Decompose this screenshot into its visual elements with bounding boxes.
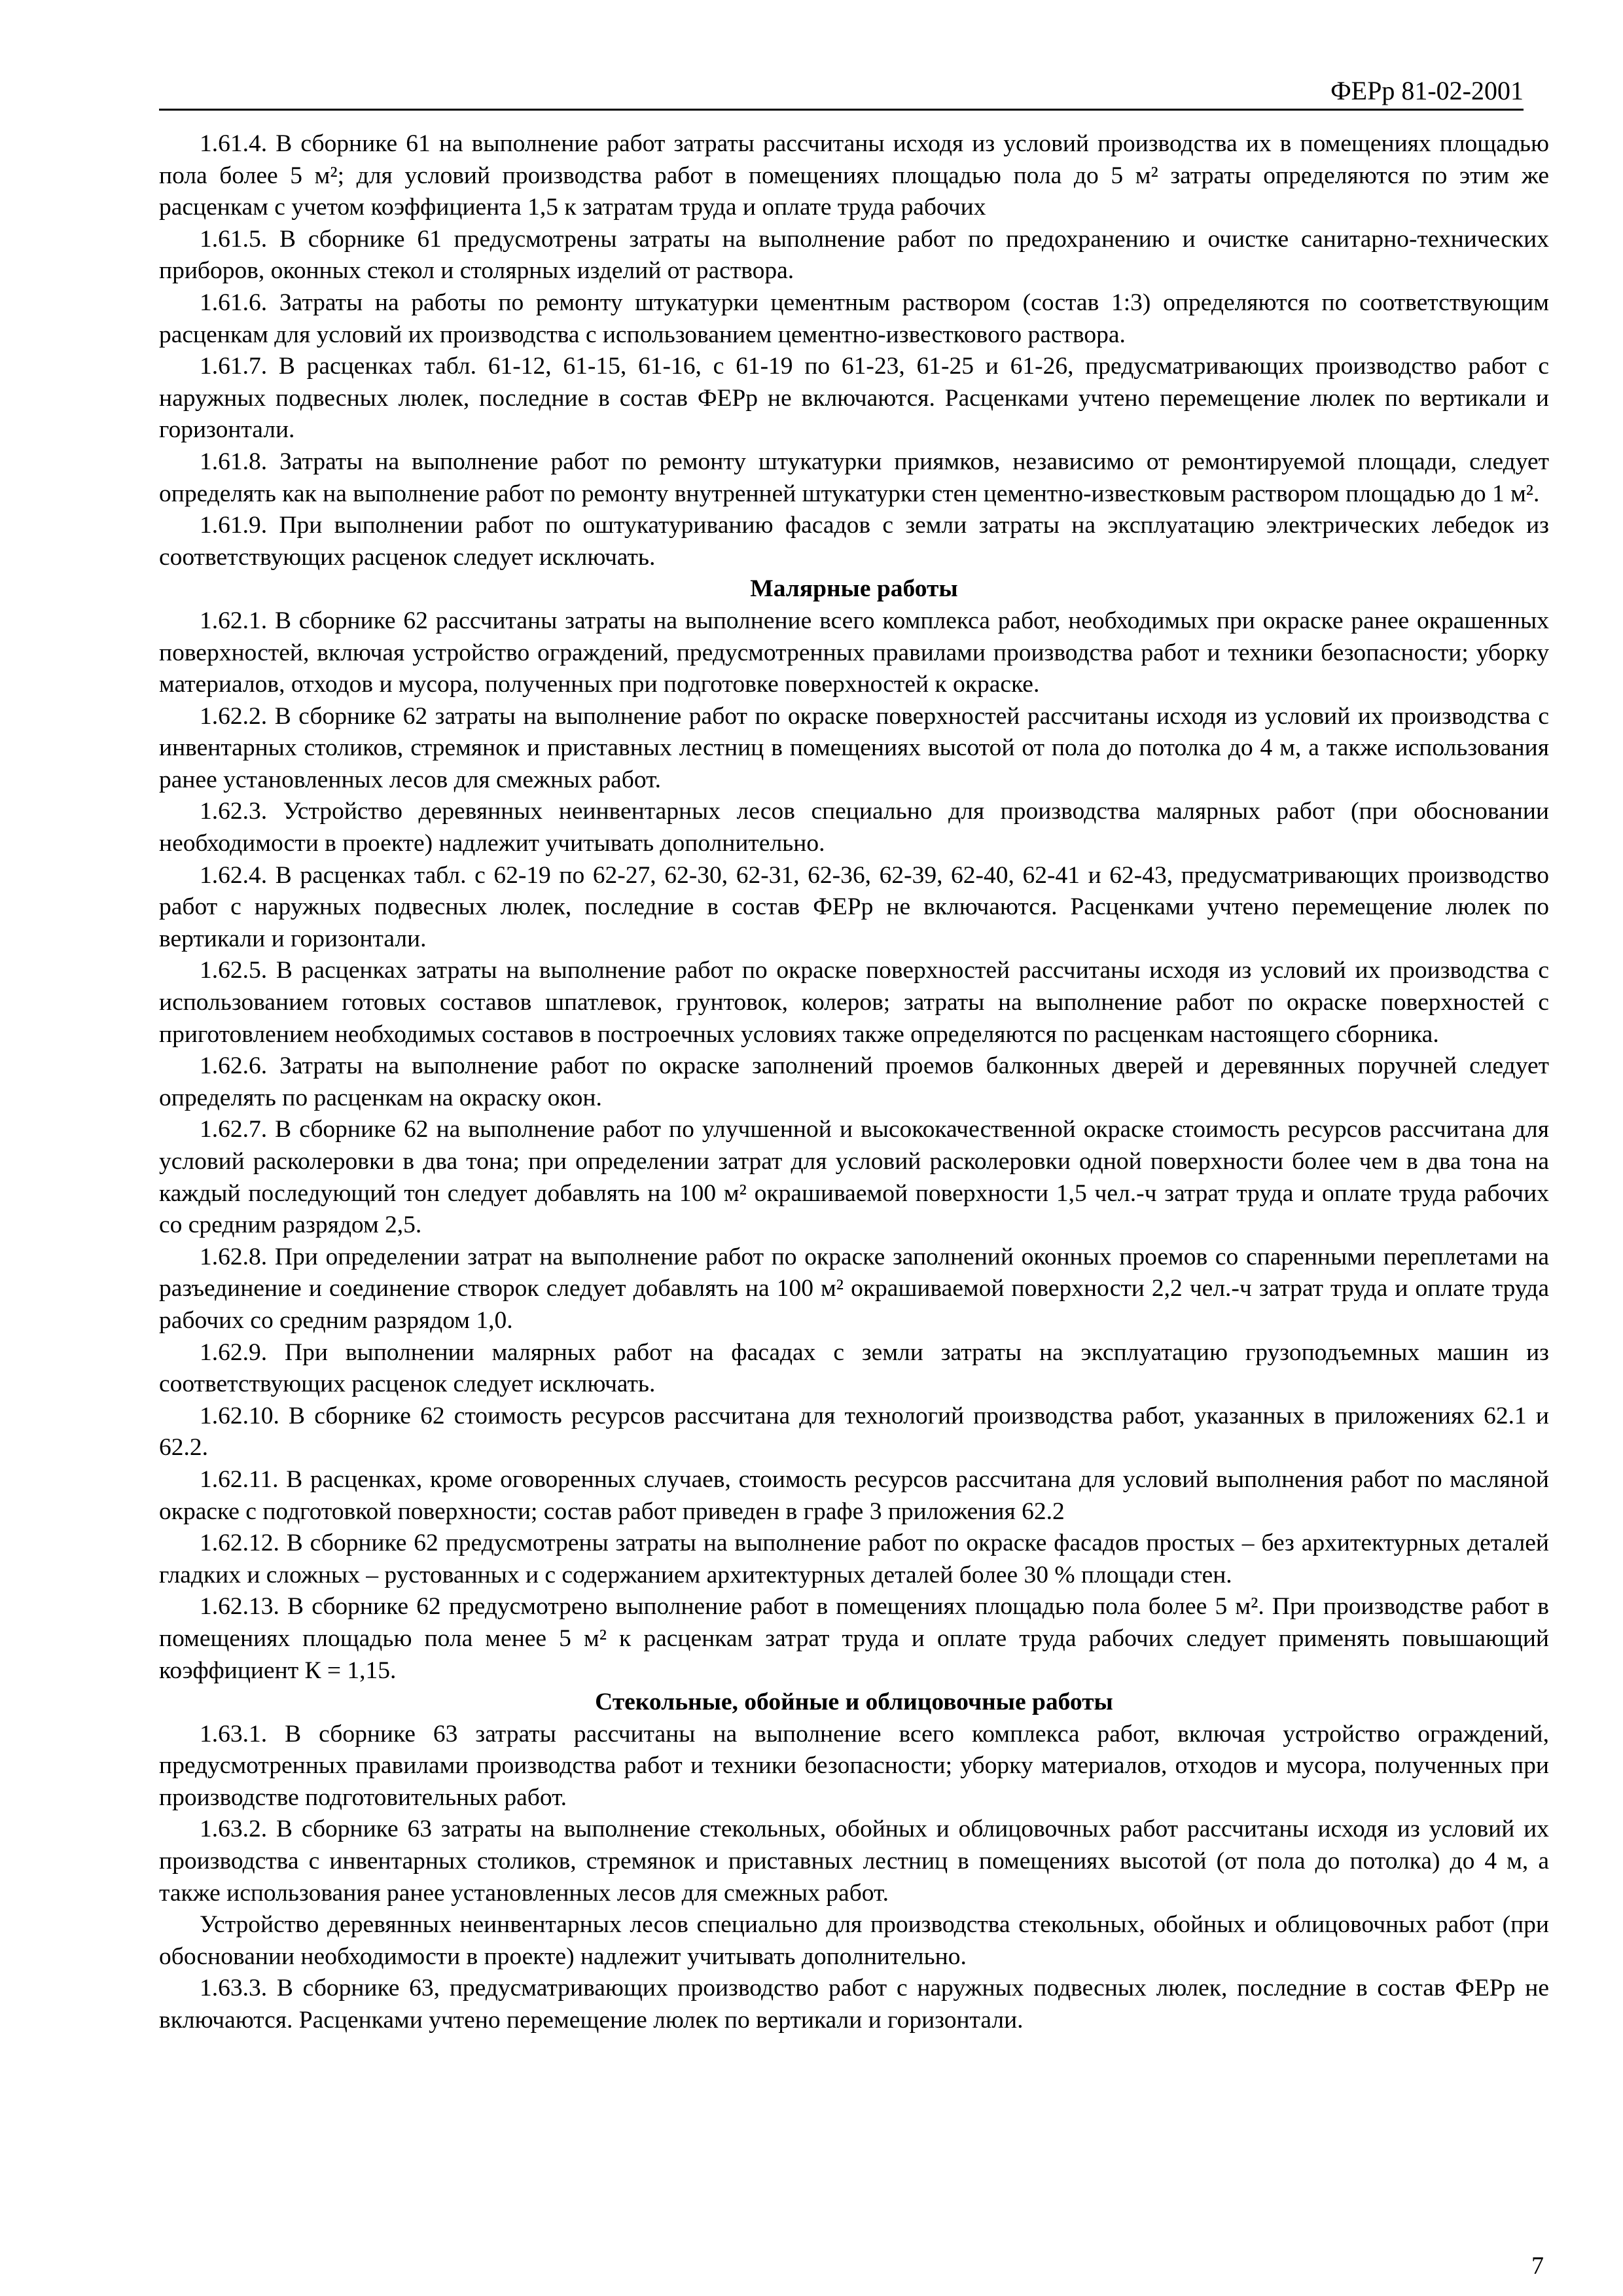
paragraph: 1.62.6. Затраты на выполнение работ по окраске заполнений проемов балконных дверей и деревянных поручней следует определять по расценкам на окраску окон. xyxy=(159,1052,1549,1111)
paragraph: 1.62.12. В сборнике 62 предусмотрены затраты на выполнение работ по окраске фасадов простых – без архитектурных деталей гладких и сложных – рустованных и с содержанием архитектурных деталей более 30 % площади стен. xyxy=(159,1530,1549,1588)
paragraph: 1.62.8. При определении затрат на выполнение работ по окраске заполнений оконных проемов со спаренными переплетами на разъединение и соединение створок следует добавлять на 100 м² окрашиваемой поверхности 2,2 чел.-ч затрат труда и оплате труда рабочих со средним разрядом 1,0. xyxy=(159,1243,1549,1334)
paragraph: 1.63.3. В сборнике 63, предусматривающих производство работ с наружных подвесных люлек, последние в состав ФЕРр не включаются. Расценками учтено перемещение люлек по вертикали и горизонтали. xyxy=(159,1975,1549,2034)
paragraph: 1.62.7. В сборнике 62 на выполнение работ по улучшенной и высококачественной окраске стоимость ресурсов рассчитана для условий расколеровки в два тона; при определении затрат для условий расколеровки одной поверхности более чем в два тона на каждый последующий тон следует добавлять на 100 м² окрашиваемой поверхности 1,5 чел.-ч затрат труда и оплате труда рабочих со средним разрядом 2,5. xyxy=(159,1116,1549,1239)
paragraph: Устройство деревянных неинвентарных лесов специально для производства стекольных, обойных и облицовочных работ (при обосновании необходимости в проекте) надлежит учитывать дополнительно. xyxy=(159,1911,1549,1970)
document-body xyxy=(159,128,1549,2037)
section-heading: Стекольные, обойные и облицовочные работы xyxy=(595,1689,1113,1716)
paragraph: 1.61.7. В расценках табл. 61-12, 61-15, 61-16, с 61-19 по 61-23, 61-25 и 61-26, предусматривающих производство работ с наружных подвесных люлек, последние в состав ФЕРр не включаются. Расценками учтено перемещение люлек по вертикали и горизонтали. xyxy=(159,353,1549,444)
paragraph: 1.62.4. В расценках табл. с 62-19 по 62-27, 62-30, 62-31, 62-36, 62-39, 62-40, 62-41 и 62-43, предусматривающих производство работ с наружных подвесных люлек, последние в состав ФЕРр не включаются. Расценками учтено перемещение люлек по вертикали и горизонтали. xyxy=(159,861,1549,952)
paragraph: 1.61.9. При выполнении работ по оштукатуриванию фасадов с земли затраты на эксплуатацию электрических лебедок из соответствующих расценок следует исключать. xyxy=(159,512,1549,571)
paragraph: 1.61.4. В сборнике 61 на выполнение работ затраты рассчитаны исходя из условий производства их в помещениях площадью пола более 5 м²; для условий производства работ в помещениях площадью пола до 5 м² затраты определяются по этим же расценкам с учетом коэффициента 1,5 к затратам труда и оплате труда рабочих xyxy=(159,130,1549,221)
paragraph: 1.62.3. Устройство деревянных неинвентарных лесов специально для производства малярных работ (при обосновании необходимости в проекте) надлежит учитывать дополнительно. xyxy=(159,798,1549,857)
paragraph: 1.62.1. В сборнике 62 рассчитаны затраты на выполнение всего комплекса работ, необходимых при окраске ранее окрашенных поверхностей, включая устройство ограждений, предусмотренных правилами производства работ и техники безопасности; уборку материалов, отходов и мусора, полученных при подготовке поверхностей к окраске. xyxy=(159,607,1549,698)
document-code: ФЕРр 81-02-2001 xyxy=(1330,76,1524,105)
paragraph: 1.62.9. При выполнении малярных работ на фасадах с земли затраты на эксплуатацию грузоподъемных машин из соответствующих расценок следует исключать. xyxy=(159,1338,1549,1398)
page-number: 7 xyxy=(1531,2252,1544,2280)
page-header xyxy=(159,77,1524,111)
paragraph: 1.62.11. В расценках, кроме оговоренных случаев, стоимость ресурсов рассчитана для условий выполнения работ по масляной окраске с подготовкой поверхности; состав работ приведен в графе 3 приложения 62.2 xyxy=(159,1465,1549,1525)
paragraph: 1.62.5. В расценках затраты на выполнение работ по окраске поверхностей рассчитаны исходя из условий их производства с использованием готовых составов шпатлевок, грунтовок, колеров; затраты на выполнение работ по окраске поверхностей с приготовлением необходимых составов в построечных условиях также определяются по расценкам настоящего сборника. xyxy=(159,957,1549,1048)
section-heading: Малярные работы xyxy=(750,575,958,603)
paragraph: 1.63.1. В сборнике 63 затраты рассчитаны на выполнение всего комплекса работ, включая устройство ограждений, предусмотренных правилами производства работ и техники безопасности; уборку материалов, отходов и мусора, полученных при производстве подготовительных работ. xyxy=(159,1720,1549,1811)
paragraph: 1.63.2. В сборнике 63 затраты на выполнение стекольных, обойных и облицовочных работ рассчитаны исходя из условий их производства с инвентарных столиков, стремянок и приставных лестниц в помещениях высотой (от пола до потолка) до 4 м, а также использования ранее установленных лесов для смежных работ. xyxy=(159,1816,1549,1907)
paragraph: 1.61.5. В сборнике 61 предусмотрены затраты на выполнение работ по предохранению и очистке санитарно-технических приборов, оконных стекол и столярных изделий от раствора. xyxy=(159,225,1549,285)
paragraph: 1.62.13. В сборнике 62 предусмотрено выполнение работ в помещениях площадью пола более 5 м². При производстве работ в помещениях площадью пола менее 5 м² к расценкам затрат труда и оплате труда рабочих следует применять повышающий коэффициент К = 1,15. xyxy=(159,1593,1549,1684)
paragraph: 1.61.8. Затраты на выполнение работ по ремонту штукатурки приямков, независимо от ремонтируемой площади, следует определять как на выполнение работ по ремонту внутренней штукатурки стен цементно-известковым раствором площадью до 1 м². xyxy=(159,448,1549,507)
paragraph: 1.62.10. В сборнике 62 стоимость ресурсов рассчитана для технологий производства работ, указанных в приложениях 62.1 и 62.2. xyxy=(159,1402,1549,1462)
paragraph: 1.62.2. В сборнике 62 затраты на выполнение работ по окраске поверхностей рассчитаны исходя из условий их производства с инвентарных столиков, стремянок и приставных лестниц в помещениях высотой от пола до потолка до 4 м, а также использования ранее установленных лесов для смежных работ. xyxy=(159,702,1549,793)
paragraph: 1.61.6. Затраты на работы по ремонту штукатурки цементным раствором (состав 1:3) определяются по соответствующим расценкам для условий их производства с использованием цементно-известкового раствора. xyxy=(159,289,1549,348)
